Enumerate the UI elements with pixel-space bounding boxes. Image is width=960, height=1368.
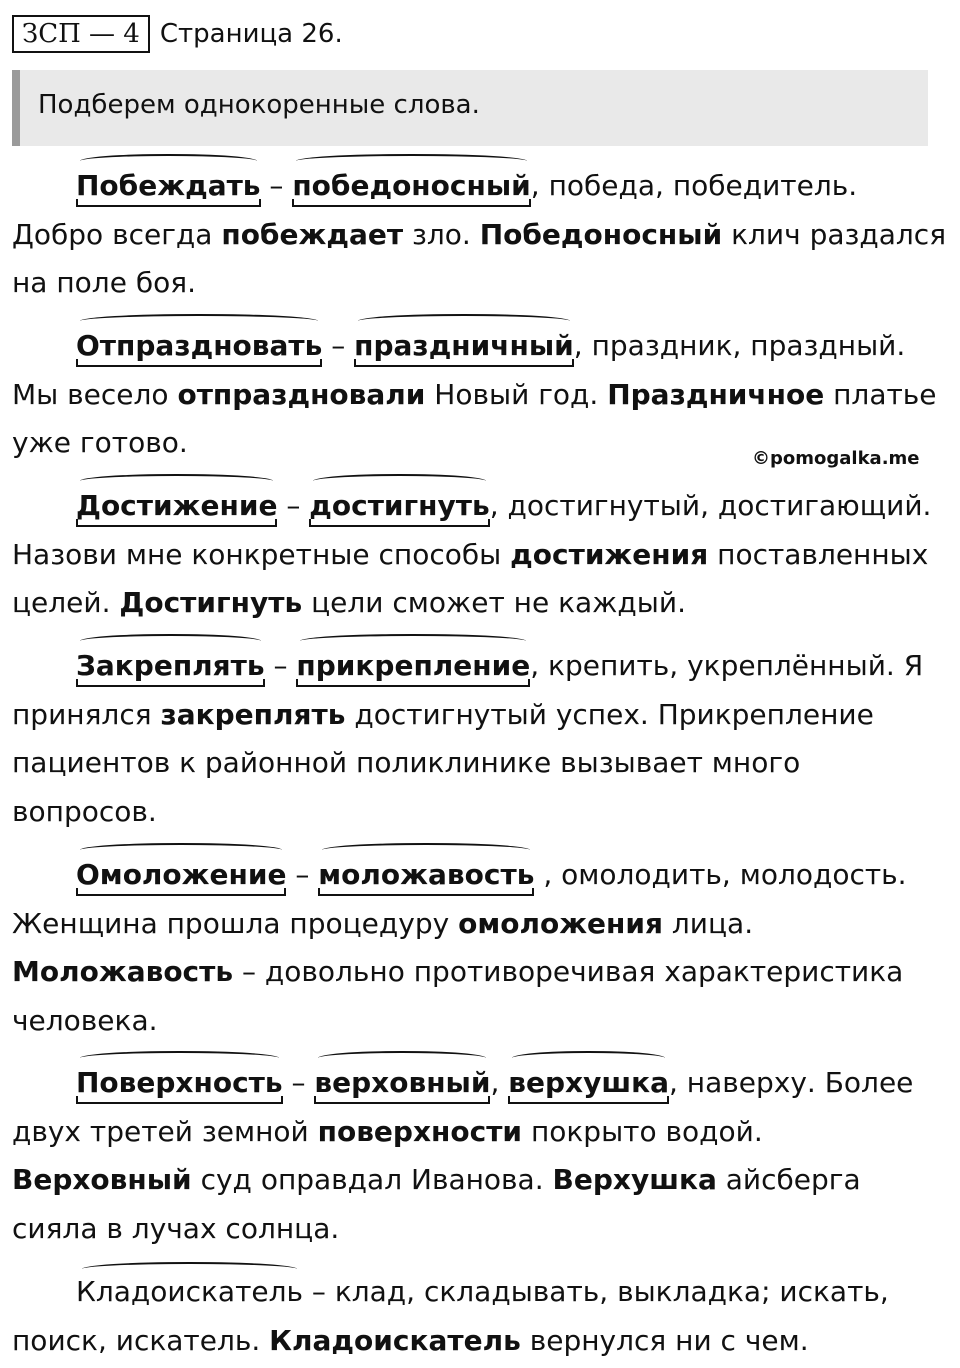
dash: – (286, 858, 319, 891)
sentence-text: уже готово. (12, 426, 188, 459)
bold-word: Верховный (12, 1163, 192, 1196)
page-header (12, 14, 343, 54)
related-words: , достигнутый, достигающий. (489, 489, 932, 522)
sentence-text: двух третей земной (12, 1114, 318, 1148)
sentence-text: поиск, искатель. (12, 1323, 270, 1357)
bold-word: омоложения (458, 906, 663, 940)
entry-6 (12, 1059, 948, 1253)
sentence-text: поставленных (708, 537, 929, 571)
key-word: прикрепление (296, 642, 530, 691)
dash: – (277, 489, 310, 522)
sentence-text: целей. (12, 586, 120, 619)
sentence-text: – довольно противоречивая характеристика (233, 955, 904, 988)
sentence-text: Добро всегда (12, 217, 222, 251)
key-word: победоносный (292, 162, 530, 211)
sentence-text: на поле боя. (12, 266, 196, 299)
watermark: ©pomogalka.me (752, 448, 920, 469)
dash: – (282, 1066, 315, 1099)
dash: – (322, 329, 355, 362)
sentence-text: достигнутый успех. Прикрепление (345, 697, 874, 731)
key-word: достигнуть (309, 482, 489, 531)
related-words: , праздник, праздный. (573, 329, 906, 362)
bold-word: закреплять (160, 697, 346, 731)
sentence-text: зло. (403, 217, 480, 251)
bold-word: Достигнуть (119, 586, 303, 619)
entry-3 (12, 482, 948, 628)
sentence-text: вопросов. (12, 794, 157, 828)
sentence-text: пациентов к районной поликлинике вызывает много (12, 746, 801, 779)
exercise-badge: ЗСП — 4 (12, 15, 150, 53)
bold-word: отпраздновали (177, 377, 426, 411)
bold-word: Верхушка (552, 1163, 717, 1196)
key-word: Отпраздновать (76, 322, 322, 371)
key-word: Достижение (76, 482, 277, 531)
sentence-text: сияла в лучах солнца. (12, 1211, 340, 1245)
sentence-text: человека. (12, 1003, 158, 1037)
key-word: Закреплять (76, 642, 265, 691)
sentence-text: Назови мне конкретные способы (12, 537, 511, 571)
bold-word: достижения (510, 537, 709, 571)
sentence-text: Мы весело (12, 377, 178, 411)
key-word: моложавость (318, 851, 534, 900)
sentence-text: покрыто водой. (522, 1114, 763, 1148)
dash: – (303, 1275, 335, 1308)
sentence-text: принялся (12, 697, 161, 731)
sentence-text: клич раздался (722, 217, 947, 251)
bold-word: Праздничное (607, 377, 825, 411)
entry-2 (12, 322, 948, 468)
bold-word: побеждает (221, 217, 404, 251)
related-words: , победа, победитель. (530, 169, 858, 202)
bold-word: поверхности (317, 1114, 523, 1148)
sentence-text: платье (824, 377, 937, 411)
sentence-text: лица. (663, 906, 754, 940)
task-title: Подберем однокоренные слова. (38, 90, 480, 120)
bold-word: Моложавость (12, 955, 234, 988)
task-banner (12, 70, 928, 146)
entry-5 (12, 851, 948, 1045)
sentence-text: суд оправдал Иванова. (191, 1163, 553, 1196)
comma: , (490, 1066, 509, 1099)
key-word: Омоложение (76, 851, 286, 900)
related-words: , крепить, укреплённый. Я (530, 649, 924, 682)
key-word: верховный (314, 1059, 490, 1108)
key-word: Побеждать (76, 162, 261, 211)
key-word: праздничный (354, 322, 574, 371)
page-number-label: Страница 26. (159, 19, 343, 49)
key-word: Поверхность (76, 1059, 283, 1108)
entry-7 (12, 1268, 948, 1365)
sentence-text: Женщина прошла процедуру (12, 906, 459, 940)
sentence-text: вернулся ни с чем. (520, 1323, 809, 1357)
key-word: верхушка (508, 1059, 669, 1108)
bold-word: Победоносный (479, 217, 723, 251)
key-word: Кладоискатель (76, 1268, 303, 1317)
related-words: клад, складывать, выкладка; искать, (334, 1275, 889, 1308)
related-words: , наверху. Более (669, 1066, 914, 1099)
sentence-text: Новый год. (425, 377, 608, 411)
dash: – (260, 169, 293, 202)
entry-1 (12, 162, 948, 308)
dash: – (264, 649, 297, 682)
entry-4 (12, 642, 948, 836)
related-words: , омолодить, молодость. (534, 858, 907, 891)
sentence-text: айсберга (716, 1163, 861, 1196)
sentence-text: цели сможет не каждый. (302, 586, 686, 619)
bold-word: Кладоискатель (269, 1323, 521, 1357)
